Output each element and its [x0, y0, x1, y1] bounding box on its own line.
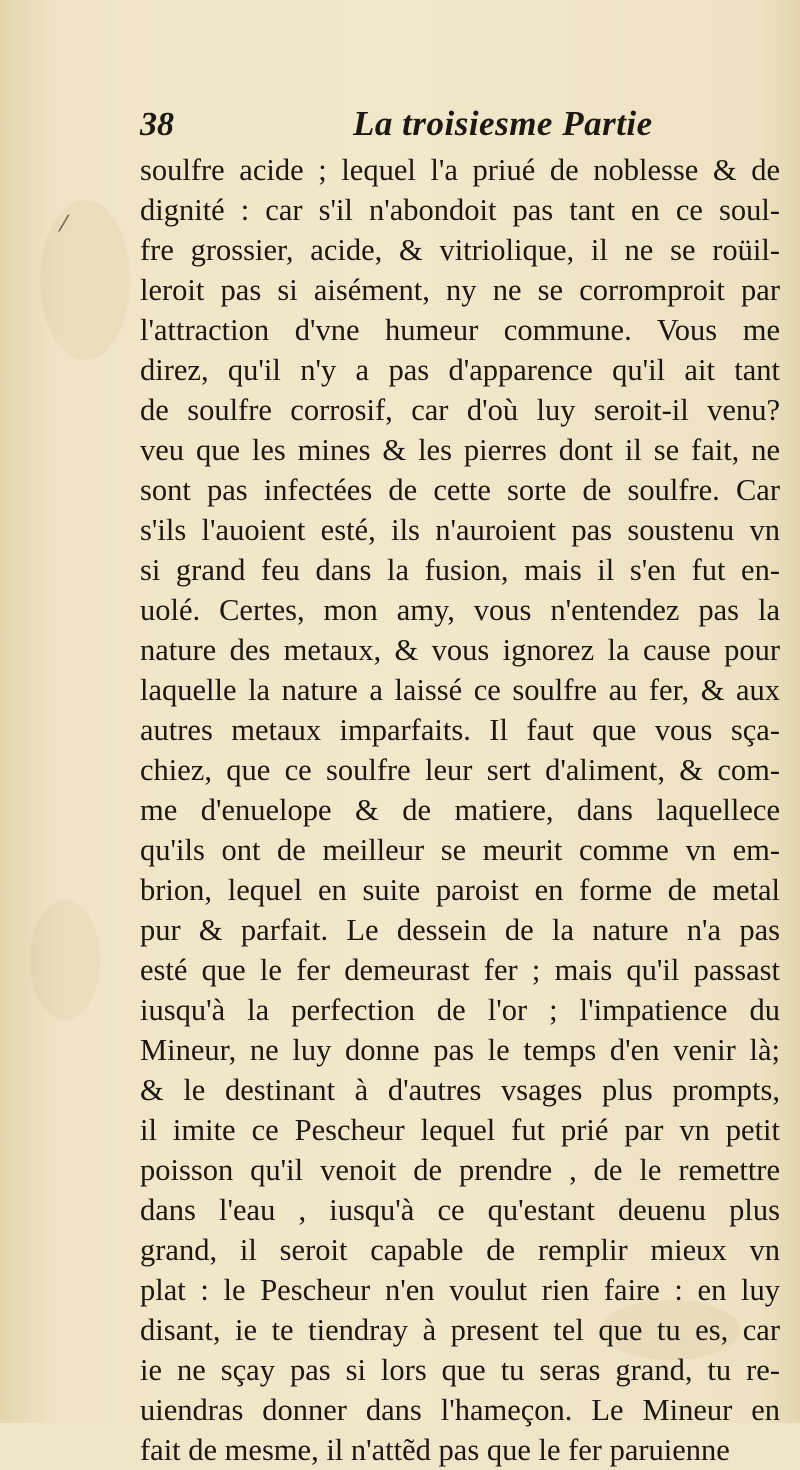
text-line: poisson qu'il venoit de prendre , de le remettre [140, 1153, 780, 1187]
text-line: autres metaux imparfaits. Il faut que vous sça- [140, 713, 780, 747]
text-line: chiez, que ce soulfre leur sert d'aliment, & com- [140, 753, 780, 787]
text-line: soulfre acide ; lequel l'a priué de noblesse & de [140, 153, 780, 187]
text-line: sont pas infectées de cette sorte de soulfre. Car [140, 473, 780, 507]
text-line: nature des metaux, & vous ignorez la cause pour [140, 633, 780, 667]
paper-stain [40, 200, 130, 360]
text-line: plat : le Pescheur n'en voulut rien faire : en luy [140, 1273, 780, 1307]
text-line: laquelle la nature a laissé ce soulfre au fer, & aux [140, 673, 780, 707]
text-line: me d'enuelope & de matiere, dans laquellece [140, 793, 780, 827]
text-line: fait de mesme, il n'attẽd pas que le fer paruienne [140, 1433, 730, 1467]
paper-stain [30, 900, 100, 1020]
running-head: La troisiesme Partie [353, 104, 653, 143]
text-line: direz, qu'il n'y a pas d'apparence qu'il ait tant [140, 353, 780, 387]
text-line: dignité : car s'il n'abondoit pas tant en ce soul- [140, 193, 780, 227]
text-line: uiendras donner dans l'hameçon. Le Mineur en [140, 1393, 780, 1427]
text-line: leroit pas si aisément, ny ne se corromproit par [140, 273, 780, 307]
text-line: ie ne sçay pas si lors que tu seras grand, tu re- [140, 1353, 780, 1387]
text-line: pur & parfait. Le dessein de la nature n'a pas [140, 913, 780, 947]
text-line: s'ils l'auoient esté, ils n'auroient pas soustenu vn [140, 513, 780, 547]
text-line: Mineur, ne luy donne pas le temps d'en venir là; [140, 1033, 780, 1067]
text-line: disant, ie te tiendray à present tel que tu es, car [140, 1313, 780, 1347]
text-line: brion, lequel en suite paroist en forme de metal [140, 873, 780, 907]
body-text [140, 150, 780, 1470]
page-number: 38 [140, 106, 174, 143]
text-line: esté que le fer demeurast fer ; mais qu'il passast [140, 953, 780, 987]
text-line: iusqu'à la perfection de l'or ; l'impatience du [140, 993, 780, 1027]
text-line: dans l'eau , iusqu'à ce qu'estant deuenu plus [140, 1193, 780, 1227]
margin-pen-mark: ⁄ [62, 212, 66, 237]
text-line: grand, il seroit capable de remplir mieux vn [140, 1233, 780, 1267]
text-line: qu'ils ont de meilleur se meurit comme vn em- [140, 833, 780, 867]
text-line: il imite ce Pescheur lequel fut prié par vn petit [140, 1113, 780, 1147]
text-line: l'attraction d'vne humeur commune. Vous me [140, 313, 780, 347]
text-line: si grand feu dans la fusion, mais il s'en fut en- [140, 553, 780, 587]
text-line: de soulfre corrosif, car d'où luy seroit-il venu? [140, 393, 780, 427]
text-line: veu que les mines & les pierres dont il se fait, ne [140, 433, 780, 467]
text-line: uolé. Certes, mon amy, vous n'entendez pas la [140, 593, 780, 627]
text-line: fre grossier, acide, & vitriolique, il ne se roüil- [140, 233, 780, 267]
page-header [140, 100, 780, 150]
text-line: & le destinant à d'autres vsages plus prompts, [140, 1073, 780, 1107]
